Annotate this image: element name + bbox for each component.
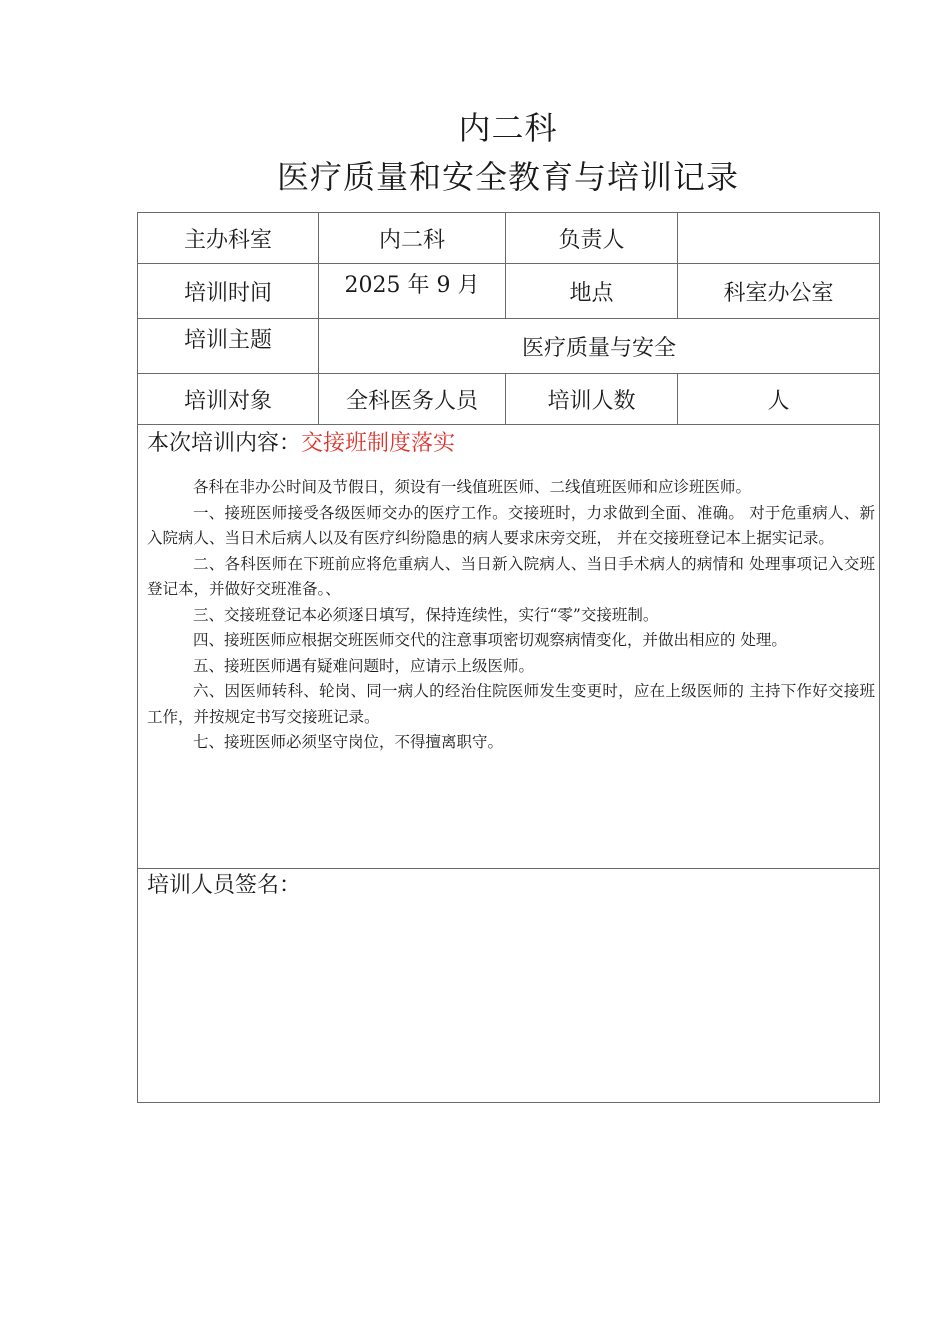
value-person-in-charge[interactable] <box>678 213 880 264</box>
signature-label: 培训人员签名： <box>147 873 302 898</box>
training-content-cell <box>138 425 880 869</box>
value-location: 科室办公室 <box>678 264 880 319</box>
label-training-time: 培训时间 <box>138 264 319 319</box>
table-row <box>138 213 880 264</box>
training-content-label: 本次培训内容： <box>147 431 302 456</box>
label-person-in-charge: 负责人 <box>506 213 678 264</box>
value-training-topic: 医疗质量与安全 <box>319 319 880 374</box>
training-content-heading <box>138 425 879 459</box>
label-location: 地点 <box>506 264 678 319</box>
table-row <box>138 869 880 1103</box>
content-paragraph: 七、接班医师必须坚守岗位，不得擅离职守。 <box>193 733 504 751</box>
signature-cell[interactable] <box>138 869 880 1103</box>
training-content-body <box>138 459 879 756</box>
content-paragraph: 四、接班医师应根据交班医师交代的注意事项密切观察病情变化，并做出相应的 处理。 <box>193 631 787 649</box>
label-organizer-dept: 主办科室 <box>138 213 319 264</box>
content-paragraph: 一、接班医师接受各级医师交办的医疗工作。交接班时，力求做到全面、准确。 对于危重病人、新入院病人、当日术后病人以及有医疗纠纷隐患的病人要求床旁交班， 并在交接班登记本上据实记录。 <box>147 503 875 547</box>
content-paragraph: 各科在非办公时间及节假日，须设有一线值班医师、二线值班医师和应诊班医师。 <box>193 478 752 496</box>
content-paragraph: 六、因医师转科、轮岗、同一病人的经治住院医师发生变更时，应在上级医师的 主持下作好交接班工作，并按规定书写交接班记录。 <box>147 682 875 726</box>
label-attendee-count: 培训人数 <box>506 374 678 425</box>
table-row <box>138 425 880 869</box>
value-training-time: 2025 年 9 月 <box>319 264 506 319</box>
document-title: 医疗质量和安全教育与培训记录 <box>276 158 739 196</box>
content-paragraph: 五、接班医师遇有疑难问题时，应请示上级医师。 <box>193 656 535 675</box>
value-attendee-count: 人 <box>678 374 880 425</box>
table-row <box>138 264 880 319</box>
content-paragraph: 三、交接班登记本必须逐日填写，保持连续性，实行“零”交接班制。 <box>193 605 659 624</box>
value-organizer-dept: 内二科 <box>319 213 506 264</box>
table-row <box>138 374 880 425</box>
document-title-department: 内二科 <box>458 109 558 147</box>
value-training-audience: 全科医务人员 <box>319 374 506 425</box>
content-paragraph: 二、各科医师在下班前应将危重病人、当日新入院病人、当日手术病人的病情和 处理事项记入交班登记本，并做好交班准备。、 <box>147 554 875 598</box>
label-training-topic: 培训主题 <box>138 319 319 374</box>
table-row <box>138 319 880 374</box>
label-training-audience: 培训对象 <box>138 374 319 425</box>
training-record-table <box>137 212 880 1103</box>
training-content-topic: 交接班制度落实 <box>301 431 456 456</box>
